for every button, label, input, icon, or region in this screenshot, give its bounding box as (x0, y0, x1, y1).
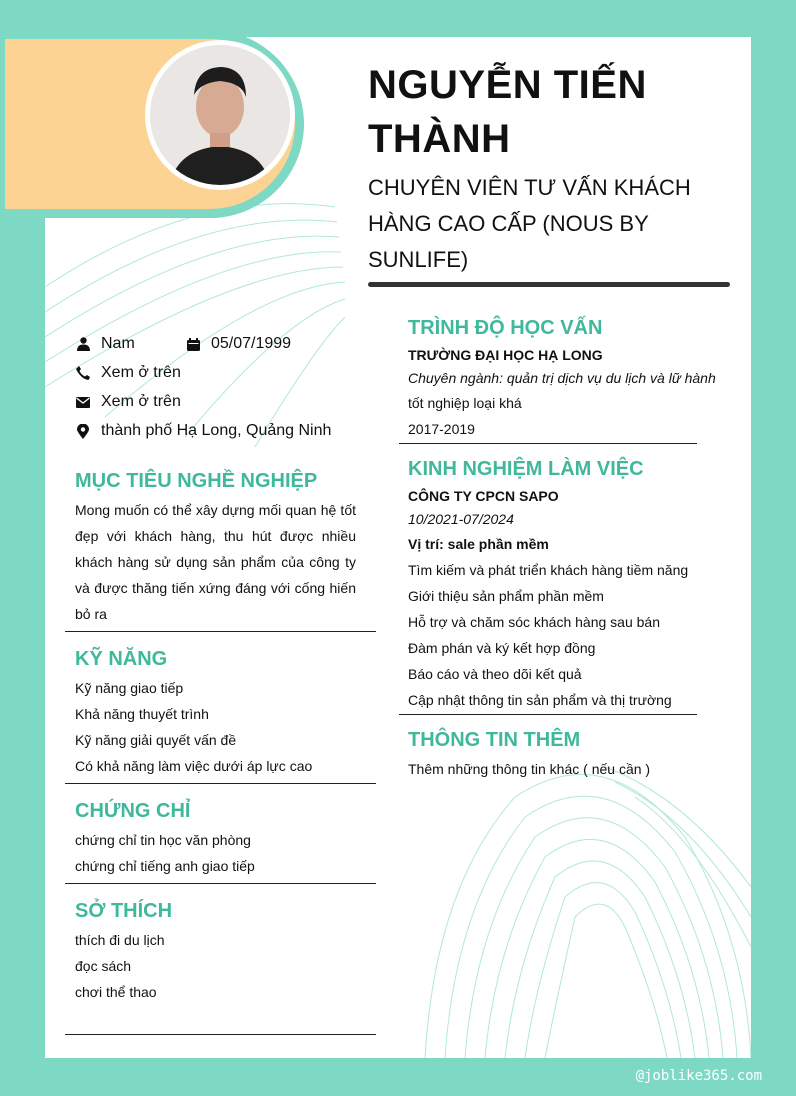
email-row (75, 393, 181, 411)
certificates-list (75, 827, 375, 879)
skills-heading: KỸ NĂNG (75, 648, 168, 670)
calendar-icon (185, 336, 201, 352)
education-school: TRƯỜNG ĐẠI HỌC HẠ LONG (408, 347, 603, 363)
additional-text: Thêm những thông tin khác ( nếu cần ) (408, 761, 651, 777)
person-icon (75, 336, 91, 352)
phone-row (75, 364, 181, 382)
list-item: Báo cáo và theo dõi kết quả (408, 666, 582, 682)
email-value: Xem ở trên (101, 393, 181, 410)
certificates-heading: CHỨNG CHỈ (75, 800, 191, 822)
mail-icon (75, 394, 91, 410)
list-item: Cập nhật thông tin sản phẩm và thị trường (408, 692, 672, 708)
watermark: @joblike365.com (635, 1068, 762, 1084)
education-heading: TRÌNH ĐỘ HỌC VẤN (408, 317, 603, 339)
objective-text: Mong muốn có thể xây dựng mối quan hệ tốt đẹp với khách hàng, thu hút được nhiều khách hàng sử dụng sản phẩm của công ty và được thăng tiến xứng đáng với cống hiến bỏ ra (75, 502, 356, 622)
list-item: Có khả năng làm việc dưới áp lực cao (75, 758, 313, 774)
list-item: chứng chỉ tin học văn phòng (75, 832, 251, 848)
experience-position: Vị trí: sale phần mềm (408, 536, 549, 552)
location-pin-icon (75, 423, 91, 439)
gender-value: Nam (101, 335, 135, 352)
experience-heading: KINH NGHIỆM LÀM VIỆC (408, 458, 644, 480)
candidate-name: NGUYỄN TIẾN THÀNH (368, 63, 647, 161)
hobbies-heading: SỞ THÍCH (75, 900, 173, 922)
list-item: đọc sách (75, 958, 132, 974)
experience-period: 10/2021-07/2024 (408, 511, 514, 527)
list-item: chơi thể thao (75, 984, 157, 1000)
education-major: Chuyên ngành: quản trị dịch vụ du lịch và lữ hành (408, 370, 716, 386)
divider (399, 443, 697, 444)
birthdate-value: 05/07/1999 (211, 335, 292, 352)
experience-duties (408, 557, 708, 713)
divider (65, 631, 376, 632)
list-item: Kỹ năng giao tiếp (75, 680, 184, 696)
profile-photo (145, 40, 295, 190)
objective-heading: MỤC TIÊU NGHỀ NGHIỆP (75, 470, 318, 492)
list-item: Kỹ năng giải quyết vấn đề (75, 732, 237, 748)
address-value: thành phố Hạ Long, Quảng Ninh (101, 422, 332, 439)
education-period: 2017-2019 (408, 421, 475, 437)
avatar (150, 45, 290, 185)
divider (399, 714, 697, 715)
list-item: Tìm kiếm và phát triển khách hàng tiềm năng (408, 562, 689, 578)
additional-heading: THÔNG TIN THÊM (408, 729, 581, 751)
list-item: Giới thiệu sản phẩm phần mềm (408, 588, 604, 604)
phone-icon (75, 365, 91, 381)
list-item: thích đi du lịch (75, 932, 165, 948)
skills-list (75, 675, 375, 779)
list-item: chứng chỉ tiếng anh giao tiếp (75, 858, 255, 874)
birthdate-row (185, 335, 291, 353)
title-divider (368, 282, 730, 287)
education-grade: tốt nghiệp loại khá (408, 395, 522, 411)
list-item: Hỗ trợ và chăm sóc khách hàng sau bán (408, 614, 660, 630)
experience-company: CÔNG TY CPCN SAPO (408, 488, 559, 504)
divider (65, 883, 376, 884)
divider (65, 783, 376, 784)
hobbies-list (75, 927, 375, 1005)
phone-value: Xem ở trên (101, 364, 181, 381)
address-row (75, 422, 331, 440)
list-item: Đàm phán và ký kết hợp đồng (408, 640, 596, 656)
divider (65, 1034, 376, 1035)
gender-row (75, 335, 135, 353)
list-item: Khả năng thuyết trình (75, 706, 209, 722)
candidate-title: CHUYÊN VIÊN TƯ VẤN KHÁCH HÀNG CAO CẤP (NOUS BY SUNLIFE) (368, 175, 691, 272)
